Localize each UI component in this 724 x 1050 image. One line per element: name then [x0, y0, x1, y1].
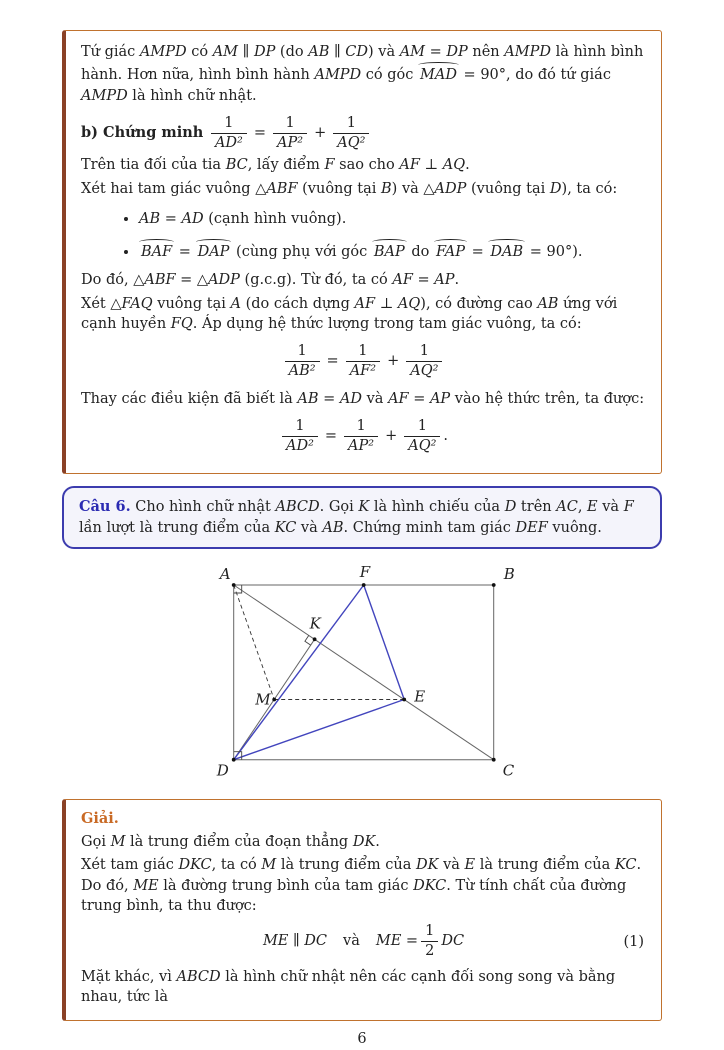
- formula-suffix: .: [443, 428, 449, 445]
- point-label-M: M: [255, 690, 271, 709]
- fraction: $\frac{1}{\text{AF²}}$: [346, 343, 380, 379]
- fraction: $\frac{1}{\text{AD²}}$: [211, 115, 247, 151]
- paragraph-construction-f: Trên tia đối của tia BC, lấy điểm F sao cho AF ⊥ AQ.: [81, 157, 470, 174]
- math-inline: DKC: [413, 877, 447, 894]
- eq1-lhs: ME ∥ DC: [262, 933, 328, 950]
- point-label-F: F: [359, 562, 371, 581]
- math-inline: AB: [322, 519, 344, 536]
- question-text: Cho hình chữ nhật ABCD. Gọi K là hình chiếu của D trên AC, E và F lần lượt là trung điểm của KC và AB. Chứng minh tam giác DEF vuông.: [79, 499, 634, 536]
- bullet-item: • AB = AD (cạnh hình vuông).: [139, 207, 646, 229]
- math-inline: AF = AP: [392, 272, 455, 289]
- math-inline: △ADP: [423, 180, 467, 197]
- math-inline: AMPD: [139, 44, 187, 60]
- math-angle-hat: BAP: [372, 239, 407, 262]
- math-inline: DK: [416, 857, 439, 874]
- plus-sign: +: [314, 125, 327, 142]
- equation: [282, 343, 446, 379]
- math-inline: DK: [352, 834, 376, 851]
- math-inline: AB = AD: [297, 390, 362, 407]
- math-inline: BC: [225, 157, 248, 174]
- fraction: $\frac{1}{\text{AQ²}}$: [404, 418, 440, 454]
- math-inline: AF ⊥ AQ: [354, 295, 421, 312]
- math-inline: AMPD: [504, 44, 551, 60]
- math-inline: AC: [556, 499, 578, 516]
- solution-label: Giải.: [81, 809, 119, 827]
- math-inline: D: [549, 180, 562, 197]
- math-inline: AM = DP: [399, 44, 468, 60]
- math-inline: E: [464, 857, 476, 874]
- point-label-D: D: [216, 761, 229, 780]
- math-inline: AM ∥ DP: [212, 44, 276, 60]
- math-inline: D: [504, 499, 517, 516]
- paragraph-midline: Xét tam giác DKC, ta có M là trung điểm của DK và E là trung điểm của KC. Do đó, ME là đường trung bình của tam giác DKC. Từ tính chất của đường trung bình, ta thu được:: [81, 857, 642, 915]
- point-dot-F: [362, 583, 366, 587]
- math-inline: AF ⊥ AQ: [399, 157, 466, 174]
- segment-FE: [364, 585, 405, 700]
- math-inline: F: [324, 157, 335, 174]
- point-dot-A: [232, 583, 236, 587]
- segment-AM: [234, 585, 275, 700]
- equation-1-row: [81, 923, 646, 959]
- point-dot-K: [313, 637, 317, 641]
- math-inline: F: [623, 499, 634, 516]
- fraction: $\frac{1}{\text{AP²}}$: [344, 418, 378, 454]
- math-inline: AB ∥ CD: [308, 44, 368, 60]
- page-number: 6: [357, 1031, 367, 1048]
- geometry-figure-svg: [172, 559, 552, 789]
- math-inline: ME: [133, 877, 159, 894]
- solution-box-part-b: [62, 30, 662, 474]
- math-angle-hat: DAP: [196, 239, 232, 262]
- fraction: $\frac{1}{\text{AQ²}}$: [333, 115, 369, 151]
- math-inline: A: [230, 295, 241, 312]
- segment-ED: [234, 699, 405, 759]
- math-inline: KC: [274, 519, 297, 536]
- eq1-rhs-pre: ME =: [375, 933, 419, 950]
- math-inline: ABCD: [176, 968, 221, 985]
- math-inline: M: [110, 834, 126, 851]
- point-dot-E: [402, 697, 406, 701]
- math-angle-hat: FAP: [434, 239, 467, 262]
- point-dot-B: [492, 583, 496, 587]
- math-inline: AMPD: [81, 87, 128, 104]
- equation: [279, 418, 448, 454]
- fraction: $\frac{1}{\text{AQ²}}$: [406, 343, 442, 379]
- math-inline: AB = AD: [139, 210, 204, 227]
- math-angle-hat: DAB: [488, 239, 525, 262]
- paragraph-two-triangles: Xét hai tam giác vuông △ABF (vuông tại B) và △ADP (vuông tại D), ta có:: [81, 180, 618, 197]
- point-label-C: C: [502, 761, 515, 780]
- paragraph-substitution: Thay các điều kiện đã biết là AB = AD và AF = AP vào hệ thức trên, ta được:: [81, 390, 645, 407]
- math-inline: KC: [614, 857, 637, 874]
- point-dot-C: [492, 758, 496, 762]
- equals-sign: =: [253, 125, 267, 142]
- right-angle-mark-K: [305, 635, 311, 645]
- segment-AC: [234, 585, 494, 760]
- point-label-E: E: [414, 687, 426, 706]
- math-inline: △FAQ: [110, 295, 153, 312]
- point-dot-D: [232, 758, 236, 762]
- plus-sign: +: [387, 353, 400, 370]
- eq1-rhs-post: DC: [441, 933, 465, 950]
- segment-DF: [234, 585, 364, 760]
- paragraph-rect-sides: Mặt khác, vì ABCD là hình chữ nhật nên các cạnh đối song song và bằng nhau, tức là: [81, 968, 616, 1006]
- fraction: $\frac{1}{\text{AB²}}$: [285, 343, 320, 379]
- math-inline: K: [358, 499, 370, 516]
- formula-ab: [81, 343, 646, 379]
- figure-container: [62, 559, 662, 789]
- paragraph-congruence: Do đó, △ABF = △ADP (g.c.g). Từ đó, ta có AF = AP.: [81, 272, 460, 289]
- eq1-rhs: [376, 923, 464, 959]
- math-inline: ABCD: [275, 499, 320, 516]
- equals-sign: =: [324, 428, 338, 445]
- math-inline: AF = AP: [388, 390, 451, 407]
- point-dot-M: [272, 697, 276, 701]
- math-inline: FQ: [170, 316, 193, 333]
- paragraph-define-m: Gọi M là trung điểm của đoạn thẳng DK.: [81, 834, 380, 851]
- fraction: $\frac{1}{\text{AD²}}$: [282, 418, 318, 454]
- subsection-b-line: [81, 115, 646, 151]
- eq1-connector: và: [343, 933, 360, 950]
- bullet-list: [81, 207, 646, 263]
- math-inline: △ABF: [255, 180, 298, 197]
- paragraph-altitude: Xét △FAQ vuông tại A (do cách dựng AF ⊥ AQ), có đường cao AB ứng với cạnh huyền FQ. Áp dụng hệ thức lượng trong tam giác vuông, ta có:: [81, 295, 618, 333]
- point-label-A: A: [219, 564, 231, 583]
- math-inline: DEF: [515, 519, 548, 536]
- formula-ad: [81, 418, 646, 454]
- formula-target: [208, 114, 372, 151]
- math-inline: AMPD: [314, 67, 362, 84]
- math-inline: E: [587, 499, 598, 516]
- question-box: [62, 486, 662, 549]
- question-number-label: Câu 6.: [79, 498, 131, 516]
- plus-sign: +: [385, 428, 398, 445]
- equals-sign: =: [326, 353, 339, 370]
- math-inline: △ABF: [133, 272, 176, 289]
- math-angle-hat: BAF: [139, 239, 174, 262]
- paragraph-ampd: Tứ giác AMPD có AM ∥ DP (do AB ∥ CD) và AM = DP nên AMPD là hình bình hành. Hơn nữa, hình bình hành AMPD có góc MAD = 90°, do đó tứ giác AMPD là hình chữ nhật.: [81, 44, 644, 104]
- point-label-B: B: [503, 564, 515, 583]
- math-inline: DKC: [178, 857, 212, 874]
- math-inline: △ADP: [196, 272, 240, 289]
- fraction: $\frac{1}{2}$: [421, 923, 438, 959]
- point-label-K: K: [309, 614, 321, 633]
- subsection-b-label: b) Chứng minh: [81, 124, 204, 142]
- bullet-item: • BAF = DAP (cùng phụ với góc BAP do FAP = DAB = 90°).: [139, 237, 646, 262]
- fraction: $\frac{1}{\text{AP²}}$: [273, 115, 307, 151]
- math-inline: AB: [537, 295, 559, 312]
- solution-box: [62, 799, 662, 1021]
- equation-number: (1): [623, 933, 644, 950]
- math-inline: M: [261, 857, 277, 874]
- math-angle-hat: MAD: [418, 62, 459, 85]
- math-inline: B: [381, 180, 392, 197]
